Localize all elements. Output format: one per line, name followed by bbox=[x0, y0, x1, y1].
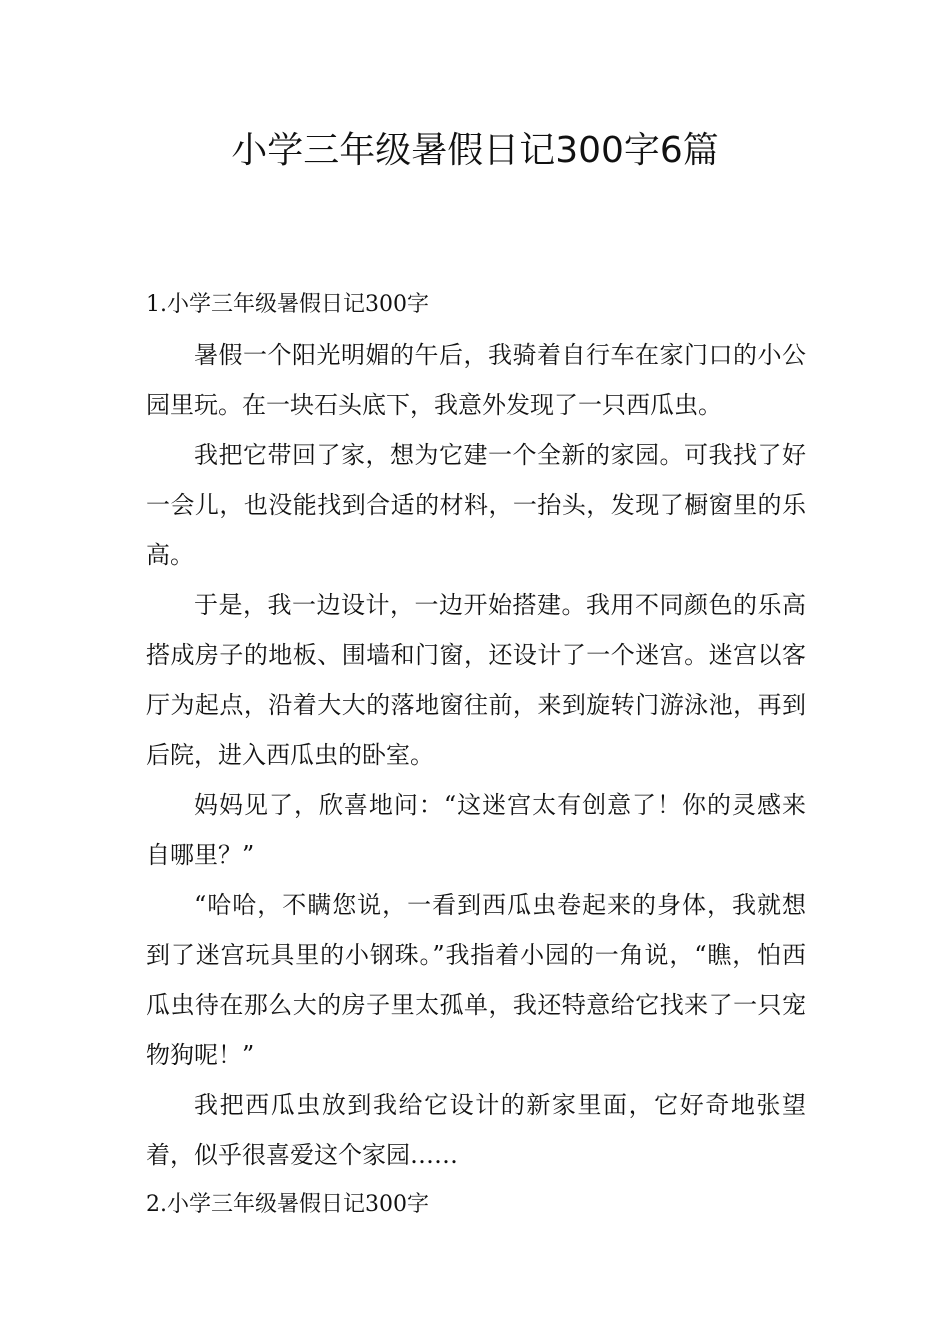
paragraph: “哈哈，不瞒您说，一看到西瓜虫卷起来的身体，我就想到了迷宫玩具里的小钢珠。”我指着小园的一角说，“瞧，怕西瓜虫待在那么大的房子里太孤单，我还特意给它找来了一只宠物狗呢！” bbox=[146, 891, 806, 1069]
paragraph: 暑假一个阳光明媚的午后，我骑着自行车在家门口的小公园里玩。在一块石头底下，我意外发现了一只西瓜虫。 bbox=[146, 341, 806, 419]
paragraph: 我把西瓜虫放到我给它设计的新家里面，它好奇地张望着，似乎很喜爱这个家园…… bbox=[146, 1091, 806, 1169]
section-1 bbox=[146, 280, 806, 1180]
document-body bbox=[146, 280, 806, 1230]
section-2 bbox=[146, 1180, 806, 1230]
page-title: 小学三年级暑假日记300字6篇 bbox=[231, 130, 719, 171]
section-heading: 2.小学三年级暑假日记300字 bbox=[146, 1192, 429, 1217]
paragraph: 妈妈见了，欣喜地问：“这迷宫太有创意了！你的灵感来自哪里？” bbox=[146, 791, 806, 869]
section-heading: 1.小学三年级暑假日记300字 bbox=[146, 292, 429, 317]
paragraph: 于是，我一边设计，一边开始搭建。我用不同颜色的乐高搭成房子的地板、围墙和门窗，还设计了一个迷宫。迷宫以客厅为起点，沿着大大的落地窗往前，来到旋转门游泳池，再到后院，进入西瓜虫的卧室。 bbox=[146, 591, 806, 769]
paragraph: 我把它带回了家，想为它建一个全新的家园。可我找了好一会儿，也没能找到合适的材料，一抬头，发现了橱窗里的乐高。 bbox=[146, 441, 806, 569]
